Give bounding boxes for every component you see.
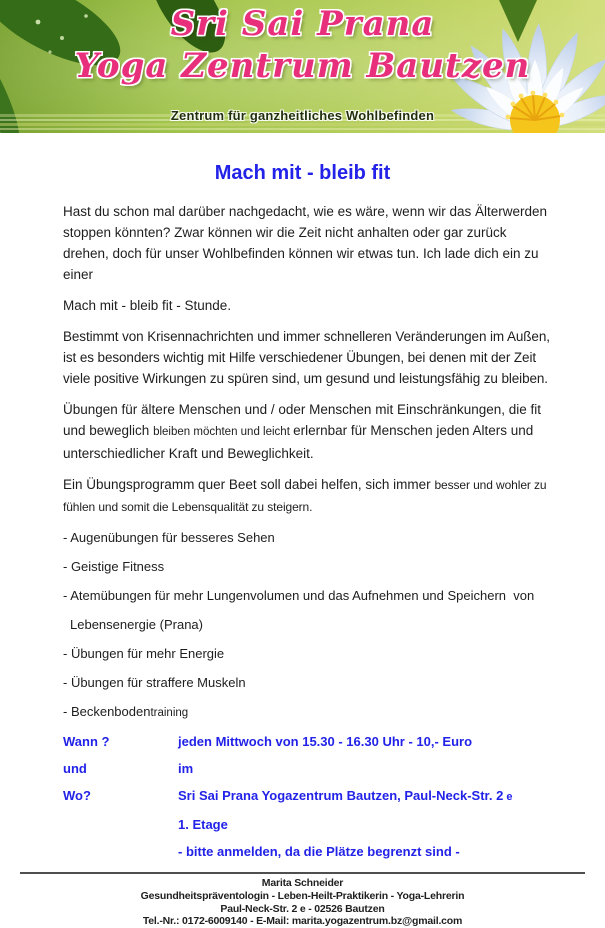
schedule-value: im	[178, 761, 194, 776]
footer-divider	[20, 872, 585, 874]
p5-segment-small: besser und wohler zu fühlen und somit die Lebensqualität zu steigern.	[63, 478, 547, 514]
krisennachrichten-paragraph: Bestimmt von Krisennachrichten und immer schnelleren Veränderungen im Außen, ist es besonders wichtig mit Hilfe verschiedener Übungen, bei denen mit der Zeit viele positive Wirkungen zu spüren sind, um gesund und leistungsfähig zu bleiben.	[63, 329, 550, 386]
list-item-continuation: Lebensenergie (Prana)	[70, 617, 203, 632]
p4-segment-regular: Übungen für ältere Menschen und / oder Menschen mit Einschränkungen, die fit und beweglich	[63, 402, 542, 438]
schedule-value: - bitte anmelden, da die Plätze begrenzt sind -	[178, 844, 460, 859]
list-item: - Übungen für mehr Energie	[63, 646, 225, 661]
p5-segment-regular: Ein Übungsprogramm quer Beet soll dabei helfen, sich immer	[63, 477, 435, 492]
exercise-list	[63, 531, 550, 720]
list-item-text: - Beckenboden	[63, 704, 151, 719]
schedule-value-suffix: e	[506, 791, 513, 803]
brand-title-line2: Yoga Zentrum Bautzen	[74, 46, 531, 86]
intro-paragraph: Hast du schon mal darüber nachgedacht, wie es wäre, wenn wir das Älterwerden stoppen könnten? Zwar können wir die Zeit nicht anhalten oder gar zurück drehen, doch für unser Wohlbefinden können wir etwas tun. Ich lade dich ein zu einer	[63, 204, 548, 282]
uebungen-zielgruppe-paragraph	[63, 399, 550, 464]
brand-subtitle: Zentrum für ganzheitliches Wohlbefinden	[170, 108, 435, 123]
schedule-row-wo	[63, 789, 550, 804]
contact-qualifications: Gesundheitspräventologin - Leben-Heilt-Praktikerin - Yoga-Lehrerin	[140, 889, 465, 902]
stunde-line: Mach mit - bleib fit - Stunde.	[63, 298, 232, 313]
p4-segment-small: bleiben möchten und leicht	[153, 426, 294, 438]
list-item: - Atemübungen für mehr Lungenvolumen und das Aufnehmen und Speichern von	[63, 588, 535, 603]
schedule-label: Wann ?	[63, 734, 110, 749]
list-item: - Augenübungen für besseres Sehen	[63, 530, 275, 545]
list-item: - Geistige Fitness	[63, 559, 165, 574]
uebungsprogramm-paragraph	[63, 474, 550, 518]
schedule-label: Wo?	[63, 788, 91, 803]
list-item: - Übungen für straffere Muskeln	[63, 675, 246, 690]
p4-segment-regular2: erlernbar für Menschen jeden Alters und unterschiedlicher Kraft und Beweglichkeit.	[63, 423, 534, 461]
brand-title-line1: Sri Sai Prana	[170, 4, 435, 44]
contact-footer	[0, 872, 605, 928]
schedule-value: 1. Etage	[178, 817, 228, 832]
page-title: Mach mit - bleib fit	[214, 162, 391, 184]
contact-phone-email: Tel.-Nr.: 0172-6009140 - E-Mail: marita.yogazentrum.bz@gmail.com	[142, 915, 463, 928]
schedule-row-etage	[63, 818, 550, 831]
schedule-row-und	[63, 762, 550, 775]
schedule-row-wann	[63, 735, 550, 748]
contact-lines	[0, 877, 605, 928]
contact-address: Paul-Neck-Str. 2 e - 02526 Bautzen	[220, 902, 385, 915]
header-banner	[0, 0, 605, 133]
contact-name: Marita Schneider	[261, 877, 344, 889]
schedule-value: jeden Mittwoch von 15.30 - 16.30 Uhr - 10,- Euro	[178, 734, 473, 749]
list-item-suffix: training	[150, 707, 189, 719]
list-item	[63, 705, 550, 720]
schedule-label: und	[63, 761, 87, 776]
schedule-row-anmelden	[63, 845, 550, 858]
flyer-content	[0, 162, 605, 858]
schedule-value: Sri Sai Prana Yogazentrum Bautzen, Paul-Neck-Str. 2	[178, 788, 504, 803]
schedule-info	[63, 735, 550, 858]
